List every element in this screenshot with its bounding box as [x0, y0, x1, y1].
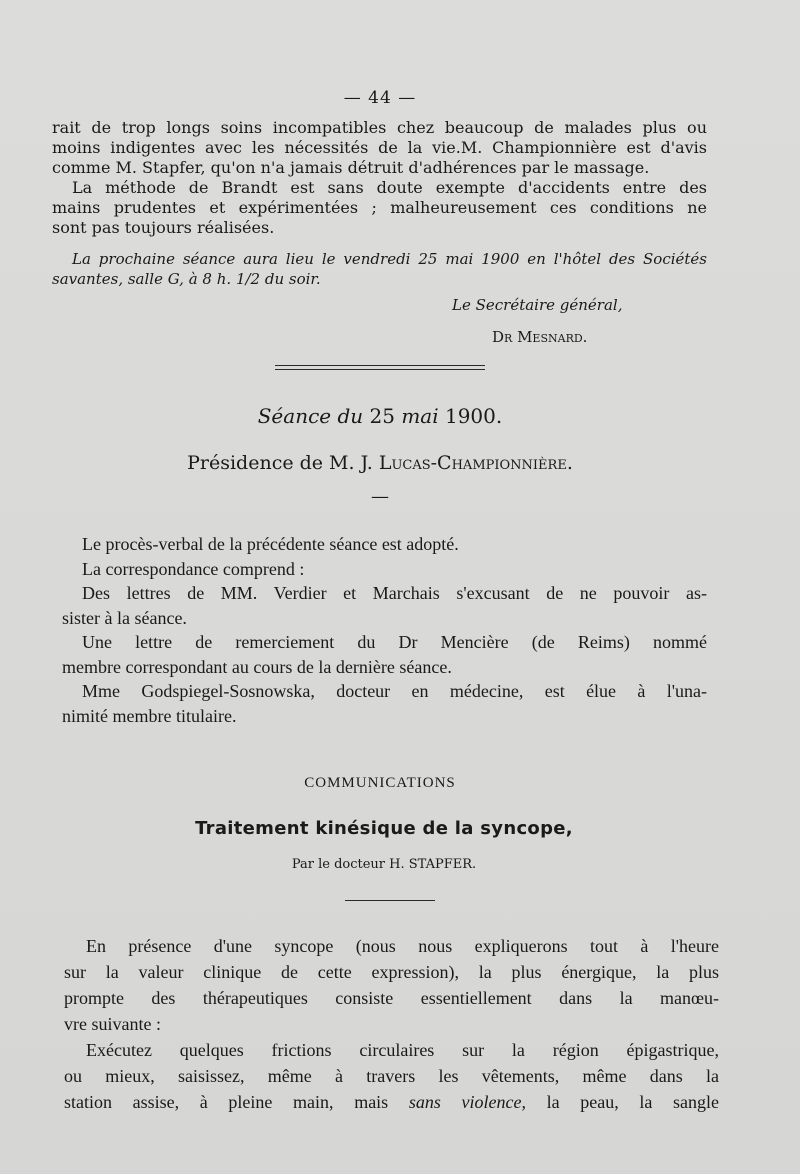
brandt-paragraph	[52, 178, 707, 238]
text-line: mains prudentes et expérimentées ; malheureusement ces conditions ne	[52, 198, 707, 217]
article-title: Traitement kinésique de la syncope,	[195, 818, 573, 839]
page-number: — 44 —	[343, 88, 417, 108]
article-line: Exécutez quelques frictions circulaires sur la région épigastrique,	[86, 1040, 719, 1060]
text-line: moins indigentes avec les nécessités de la vie.M. Championnière est d'avis	[52, 138, 707, 157]
communications-heading: COMMUNICATIONS	[304, 775, 456, 791]
minutes-line: Une lettre de remerciement du Dr Mencière (de Reims) nommé	[82, 632, 707, 652]
text-line: comme M. Stapfer, qu'on n'a jamais détruit d'adhérences par le massage.	[52, 158, 650, 177]
article-line: ou mieux, saisissez, même à travers les vêtements, même dans la	[64, 1066, 719, 1086]
session-heading	[0, 404, 760, 428]
article-body	[64, 933, 719, 1115]
signature-name: Dr Mesnard.	[492, 328, 588, 346]
separator-dash: —	[371, 486, 389, 507]
minutes-line: Des lettres de MM. Verdier et Marchais s'excusant de ne pouvoir as-	[82, 583, 707, 603]
article-emphasis: sans violence,	[408, 1092, 526, 1112]
text-line: La méthode de Brandt est sans doute exempte d'accidents entre des	[72, 178, 707, 197]
article-text: la peau, la sangle	[546, 1092, 720, 1112]
intro-paragraph	[52, 118, 707, 178]
presidence-prefix: Présidence de M. J.	[187, 452, 373, 474]
article-text: station assise, à pleine main, mais	[64, 1092, 389, 1112]
president-name: Lucas-Championnière.	[378, 452, 573, 474]
text-line: savantes, salle G, à 8 h. 1/2 du soir.	[52, 270, 321, 288]
minutes-line: membre correspondant au cours de la dernière séance.	[62, 656, 452, 677]
double-rule-bottom	[275, 369, 485, 370]
next-session-notice	[52, 249, 707, 289]
minutes-line: Le procès-verbal de la précédente séance est adopté.	[82, 534, 459, 554]
signature-role: Le Secrétaire général,	[452, 296, 623, 314]
session-prefix: Séance du	[257, 404, 364, 428]
article-line: sur la valeur clinique de cette expression), la plus énergique, la plus	[64, 962, 719, 982]
article-line: vre suivante :	[64, 1014, 161, 1034]
session-month: mai	[401, 404, 439, 428]
minutes-section	[62, 532, 707, 728]
session-year: 1900.	[444, 404, 503, 428]
minutes-line: Mme Godspiegel-Sosnowska, docteur en médecine, est élue à l'una-	[82, 681, 707, 701]
text-line: sont pas toujours réalisées.	[52, 218, 275, 237]
article-line: prompte des thérapeutiques consiste essentiellement dans la manœu-	[64, 988, 719, 1008]
article-rule	[345, 900, 435, 901]
article-line	[64, 1089, 719, 1115]
minutes-line: nimité membre titulaire.	[62, 705, 237, 726]
text-line: La prochaine séance aura lieu le vendredi 25 mai 1900 en l'hôtel des Sociétés	[72, 250, 707, 268]
presidence-line	[0, 452, 760, 474]
minutes-line: La correspondance comprend :	[82, 558, 305, 579]
minutes-line: sister à la séance.	[62, 607, 187, 628]
double-rule-top	[275, 365, 485, 366]
article-author: Par le docteur H. STAPFER.	[291, 857, 477, 872]
text-line: rait de trop longs soins incompatibles chez beaucoup de malades plus ou	[52, 118, 707, 137]
article-line: En présence d'une syncope (nous nous expliquerons tout à l'heure	[86, 936, 719, 956]
session-day: 25	[369, 404, 395, 428]
